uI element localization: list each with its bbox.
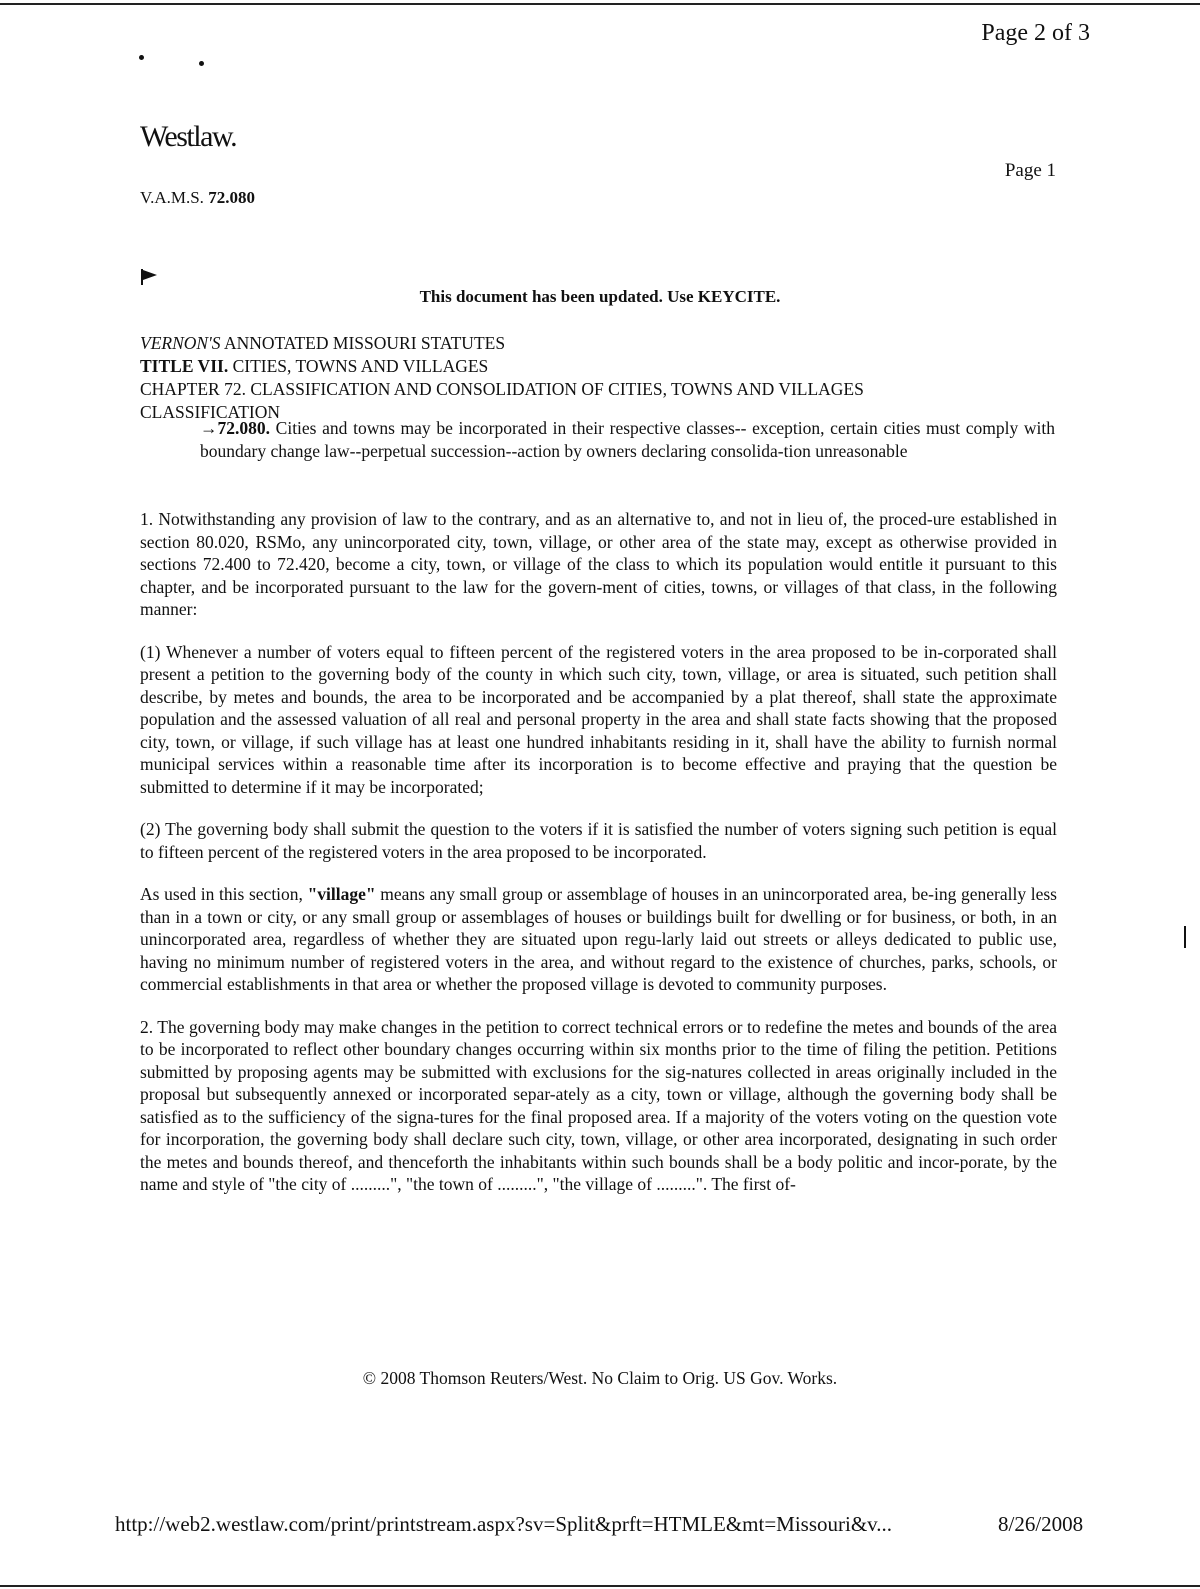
statute-citation — [140, 188, 255, 208]
document-page-number: Page 1 — [1004, 160, 1056, 181]
section-caption — [200, 417, 1055, 463]
scan-speck — [199, 61, 204, 66]
definition-paragraph: As used in this section, "village" means any small group or assemblage of houses in an unincorporated area, be-ing generally less than in a town or city, or any small group or assemblages of houses or buildings built for dwelling or for business, or both, in an unincorporated area, regardless of whether they are situated upon regu-larly laid out streets or alleys dedicated to public use, having no minimum number of registered voters in the area, and without regard to the existence of churches, parks, schools, or commercial establishments in that area or whether the proposed village is devoted to community purposes. — [140, 884, 1057, 994]
paragraph: 2. The governing body may make changes in the petition to correct technical errors or to redefine the metes and bounds of the area to be incorporated to reflect other boundary changes occurring within six months prior to the time of filing the petition. Petitions submitted by proposing agents may be submitted with exclusions for the sig-natures collected in areas originally included in the proposal but subsequently annexed or incorporated separ-ately as a city, town or village, although the governing body shall be satisfied as to the sufficiency of the signa-tures for the final proposed area. If a majority of the voters voting on the question vote for incorporation, the governing body shall declare such city, town, village, or other area incorporated, designating in such order the metes and bounds thereof, and thenceforth the inhabitants within such bounds shall be a body politic and incor-porate, by the name and style of "the city of .........", "the town of .........", "the village of .........". The first of- — [140, 1016, 1057, 1194]
print-date: 8/26/2008 — [998, 1512, 1084, 1536]
paragraph: (2) The governing body shall submit the question to the voters if it is satisfied the number of voters signing such petition is equal to fifteen percent of the registered voters in the area proposed to be incorporated. — [140, 819, 1057, 862]
flag-icon — [140, 268, 158, 286]
citation-prefix: V.A.M.S. — [140, 188, 204, 207]
scan-top-border — [0, 3, 1200, 5]
paragraph: 1. Notwithstanding any provision of law to the contrary, and as an alternative to, and not in lieu of, the proced-ure established in section 80.020, RSMo, any unincorporated city, town, village, or other area of the state may, except as otherwise provided in sections 72.400 to 72.420, become a city, town, or village of the class to which its population would entitle it pursuant to this chapter, and be incorporated pursuant to the law for the govern-ment of cities, towns, or villages of that class, in the following manner: — [140, 509, 1057, 619]
scan-speck — [139, 55, 144, 60]
paragraph: (1) Whenever a number of voters equal to fifteen percent of the registered voters in the area proposed to be in-corporated shall present a petition to the governing body of the county in which such city, town, village, or area is situated, such petition shall describe, by metes and bounds, the area to be incorporated and be accompanied by a plat thereof, shall state the approximate population and the assessed valuation of all real and personal property in the area and shall state facts showing that the proposed city, town, or village, if such village has at least one hundred inhabitants residing in it, shall have the ability to furnish normal municipal services within a reasonable time after its incorporation is to become effective and praying that the question be submitted to determine if it may be incorporated; — [140, 641, 1057, 797]
scan-margin-mark — [1184, 926, 1186, 948]
scan-bottom-border — [0, 1585, 1200, 1587]
section-caption-text: Cities and towns may be incorporated in their respective classes-- exception, certain cities must comply with boundary change law--perpetual succession--action by owners declaring consolida-tion unreasonable — [200, 418, 1055, 461]
statute-headings — [140, 332, 864, 424]
subheading: CLASSIFICATION — [140, 402, 281, 422]
arrow-icon: → — [200, 418, 218, 438]
citation-number: 72.080 — [208, 188, 255, 207]
section-number: 72.080. — [217, 418, 270, 438]
westlaw-logo: Westlaw. — [140, 120, 237, 153]
source-heading: VERNON'S ANNOTATED MISSOURI STATUTES — [140, 333, 506, 353]
print-url: http://web2.westlaw.com/print/printstream.aspx?sv=Split&prft=HTMLE&mt=Missouri&v... — [115, 1512, 893, 1536]
statute-body — [140, 508, 1057, 1216]
title-heading: TITLE VII. CITIES, TOWNS AND VILLAGES — [140, 356, 489, 376]
chapter-heading: CHAPTER 72. CLASSIFICATION AND CONSOLIDATION OF CITIES, TOWNS AND VILLAGES — [140, 379, 864, 399]
update-notice: This document has been updated. Use KEYCITE. — [419, 287, 781, 306]
print-page-counter: Page 2 of 3 — [981, 20, 1090, 46]
copyright-notice: © 2008 Thomson Reuters/West. No Claim to Orig. US Gov. Works. — [362, 1368, 838, 1388]
